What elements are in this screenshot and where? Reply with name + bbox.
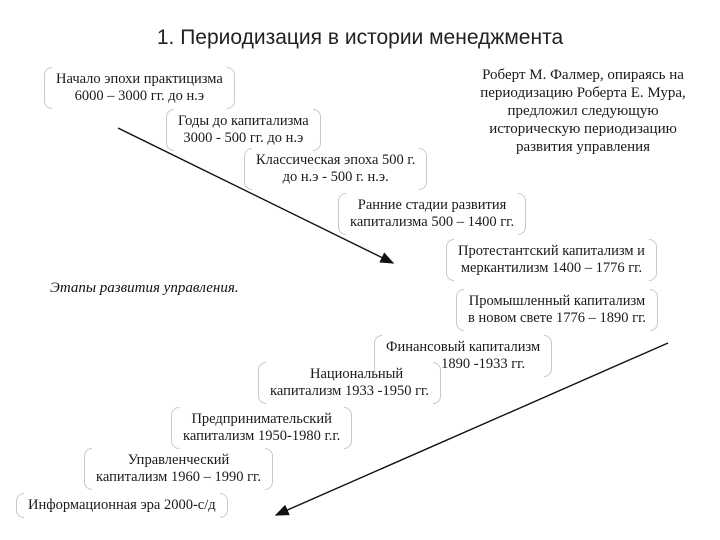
period-industrial-capitalism: Промышленный капитализм в новом свете 1776 – 1890 гг. [460,293,654,327]
period-financial-capitalism: Финансовый капитализм 1890 -1933 гг. [378,339,548,373]
period-entrepreneurial-capitalism: Предпринимательский капитализм 1950-1980 г.г. [175,411,348,445]
arrow-line-descending [118,128,393,263]
period-protestant-capitalism: Протестантский капитализм и меркантилизм 1400 – 1776 гг. [450,243,653,277]
period-managerial-capitalism: Управленческий капитализм 1960 – 1990 гг. [88,452,269,486]
source-note-line: периодизацию Роберта Е. Мура, [480,85,686,101]
page-title: 1. Периодизация в истории менеджмента [156,26,564,49]
source-note-line: Роберт М. Фалмер, опираясь на [482,67,684,83]
source-note-line: историческую периодизацию [489,121,677,137]
period-information-era: Информационная эра 2000-с/д [20,497,224,514]
period-practicism: Начало эпохи практицизма 6000 – 3000 гг. до н.э [48,71,231,105]
stages-label: Этапы развития управления. [50,280,239,296]
period-pre-capitalism: Годы до капитализма 3000 - 500 гг. до н.э [170,113,317,147]
period-national-capitalism: Национальный капитализм 1933 -1950 гг. [262,366,437,400]
period-early-capitalism: Ранние стадии развития капитализма 500 – 1400 гг. [342,197,522,231]
source-note-line: предложил следующую [507,103,659,119]
source-note-line: развития управления [515,139,651,155]
period-classical: Классическая эпоха 500 г. до н.э - 500 г. н.э. [248,152,423,186]
